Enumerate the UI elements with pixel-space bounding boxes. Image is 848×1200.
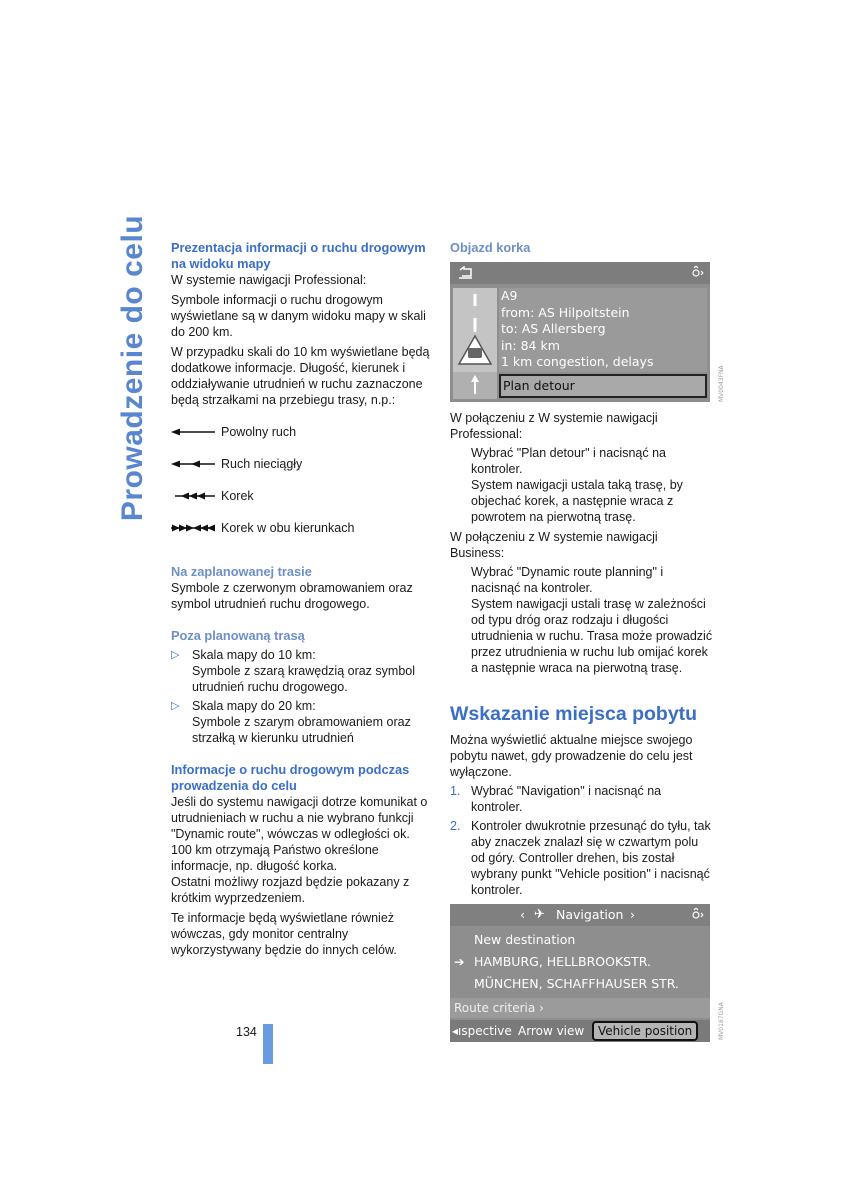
- bullet-text: Skala mapy do 10 km:: [192, 648, 316, 662]
- paragraph: Te informacje będą wyświetlane również wówczas, gdy monitor centralny wykorzystywany będzie do innych celów.: [171, 911, 397, 957]
- perspective-label: ıspective: [458, 1024, 512, 1038]
- paragraph: Symbole informacji o ruchu drogowym wyświetlane są w danym widoku mapy w skali do 200 km.: [171, 293, 426, 339]
- chevron-left-icon[interactable]: ‹: [520, 907, 525, 922]
- paragraph: W połączeniu z W systemie nawigacji Business:: [450, 530, 658, 560]
- chapter-title-text: Prowadzenie do celu: [116, 214, 150, 522]
- paragraph: Można wyświetlić aktualne miejsce swojego pobytu nawet, gdy prowadzenie do celu jest wyłączone.: [450, 733, 693, 779]
- chapter-title: [108, 214, 158, 522]
- bullet-item: [171, 647, 431, 695]
- congestion-icon: [453, 288, 497, 372]
- plan-detour-button[interactable]: Plan detour: [499, 374, 707, 398]
- back-icon[interactable]: [458, 266, 474, 280]
- arrow-legend-row: [171, 448, 431, 480]
- numbered-step: [450, 783, 715, 815]
- info-line: 1 km congestion, delays: [501, 354, 654, 369]
- menu-item-destination[interactable]: [454, 951, 706, 973]
- paragraph: Jeśli do systemu nawigacji dotrze komunikat o utrudnieniach w ruchu a nie wybrano funkcji "Dynamic route", wówczas w odległości ok. 100 km otrzymają Państwo określone informacje, np. długość korka.: [171, 795, 428, 873]
- triple-arrow-icon: [171, 490, 215, 502]
- navigation-menu-screen: [450, 904, 725, 1042]
- screen-top-bar: [450, 262, 710, 284]
- arrow-legend-label: Korek w obu kierunkach: [221, 521, 355, 535]
- bidirectional-arrows-icon: [171, 522, 215, 534]
- menu-item-destination[interactable]: MÜNCHEN, SCHAFFHAUSER STR.: [474, 976, 679, 991]
- paragraph: W systemie nawigacji Professional:: [171, 273, 367, 287]
- paragraph: Wybrać "Plan detour" i nacisnąć na kontroler.: [471, 446, 666, 476]
- page-number: 134: [236, 1025, 257, 1039]
- section-heading-planned-route: Na zaplanowanej trasie: [171, 564, 312, 579]
- left-column: [171, 240, 431, 958]
- route-pane: [453, 288, 497, 372]
- vehicle-position-tab[interactable]: Vehicle position: [592, 1021, 698, 1041]
- arrow-legend-row: [171, 416, 431, 448]
- section-heading-detour: Objazd korka: [450, 240, 531, 255]
- arrow-legend-label: Powolny ruch: [221, 425, 297, 439]
- bullet-item: [171, 698, 431, 746]
- info-line: A9: [501, 288, 518, 303]
- section-heading-location: Wskazanie miejsca pobytu: [450, 703, 698, 725]
- chevron-right-icon: ›: [539, 1001, 544, 1015]
- right-column: [450, 240, 725, 1042]
- paragraph: System nawigacji ustali trasę w zależności od typu dróg oraz rodzaju i długości utrudnienia w ruchu. Trasa może prowadzić przez utrudnienia w ruchu lub omijać korek a następnie wraca na pierwotną trasę.: [471, 597, 713, 675]
- single-arrow-icon: [171, 426, 215, 438]
- section-heading-guidance-traffic: Informacje o ruchu drogowym podczas prowadzenia do celu: [171, 762, 410, 793]
- arrow-legend-label: Ruch nieciągły: [221, 457, 303, 471]
- info-line: in: 84 km: [501, 337, 560, 353]
- route-criteria-label: Route criteria: [454, 1001, 536, 1015]
- controller-icon[interactable]: [688, 907, 704, 923]
- arrow-view-tab[interactable]: Arrow view: [518, 1024, 585, 1038]
- image-code: MV0043FNA: [718, 365, 725, 402]
- arrow-legend-row: [171, 512, 431, 544]
- screen-header: [450, 904, 710, 926]
- paragraph: W połączeniu z W systemie nawigacji Professional:: [450, 411, 658, 441]
- bullet-text: Skala mapy do 20 km:: [192, 699, 316, 713]
- step-number: 1.: [450, 784, 461, 798]
- up-arrow-icon: [453, 372, 497, 399]
- paragraph: Ostatni możliwy rozjazd będzie pokazany z krótkim wyprzedzeniem.: [171, 875, 410, 905]
- screen-title: Navigation: [556, 907, 624, 922]
- direction-pane: [453, 372, 497, 399]
- flag-arrow-icon: ➔: [454, 954, 465, 969]
- page-marker-bar: [263, 1024, 273, 1064]
- triangle-bullet-icon: ▷: [171, 649, 180, 661]
- triangle-bullet-icon: ▷: [171, 700, 180, 712]
- paragraph: Symbole z czerwonym obramowaniem oraz symbol utrudnień ruchu drogowego.: [171, 581, 413, 611]
- info-line: from: AS Hilpoltstein: [501, 304, 630, 320]
- chevron-right-icon[interactable]: ›: [630, 907, 635, 922]
- view-selector-bar: [450, 1020, 710, 1042]
- menu-item-new-destination[interactable]: New destination: [474, 932, 576, 947]
- step-text: Kontroler dwukrotnie przesunąć do tyłu, tak aby znaczek znalazł się w czwartym polu od góry. Controller drehen, bis został wybrany punkt "Vehicle position" i nacisnąć kontroler.: [471, 819, 711, 897]
- controller-icon[interactable]: [688, 265, 704, 281]
- traffic-info-panel: [499, 288, 707, 372]
- arrow-legend-label: Korek: [221, 489, 254, 503]
- section-heading-off-route: Poza planowaną trasą: [171, 628, 305, 643]
- perspective-tab[interactable]: [452, 1020, 512, 1042]
- paragraph: System nawigacji ustala taką trasę, by objechać korek, a następnie wraca z powrotem na pierwotną trasę.: [471, 478, 683, 524]
- destination-label: HAMBURG, HELLBROOKSTR.: [474, 954, 651, 969]
- navigation-icon: ✈: [534, 907, 545, 922]
- double-arrow-icon: [171, 458, 215, 470]
- route-criteria-row[interactable]: [450, 998, 710, 1018]
- bullet-text: Symbole z szarym obramowaniem oraz strzałką w kierunku utrudnień: [192, 715, 411, 745]
- info-line: to: AS Allersberg: [501, 321, 606, 336]
- image-code: MV0187GNA: [718, 1002, 725, 1040]
- paragraph: Wybrać "Dynamic route planning" i nacisnąć na kontroler.: [471, 565, 664, 595]
- arrow-legend-row: [171, 480, 431, 512]
- chevron-left-icon: ◂: [452, 1024, 459, 1038]
- step-text: Wybrać "Navigation" i nacisnąć na kontroler.: [471, 784, 662, 814]
- traffic-info-screen: [450, 262, 725, 402]
- numbered-step: [450, 818, 715, 898]
- arrow-legend: [171, 416, 431, 544]
- paragraph: W przypadku skali do 10 km wyświetlane będą dodatkowe informacje. Długość, kierunek i oddziaływanie utrudnień w ruchu zaznaczone będą strzałkami na przebiegu trasy, n.p.:: [171, 345, 430, 407]
- bullet-text: Symbole z szarą krawędzią oraz symbol utrudnień ruchu drogowego.: [192, 664, 415, 694]
- step-number: 2.: [450, 819, 461, 833]
- section-heading-map-traffic: Prezentacja informacji o ruchu drogowym na widoku mapy: [171, 240, 426, 271]
